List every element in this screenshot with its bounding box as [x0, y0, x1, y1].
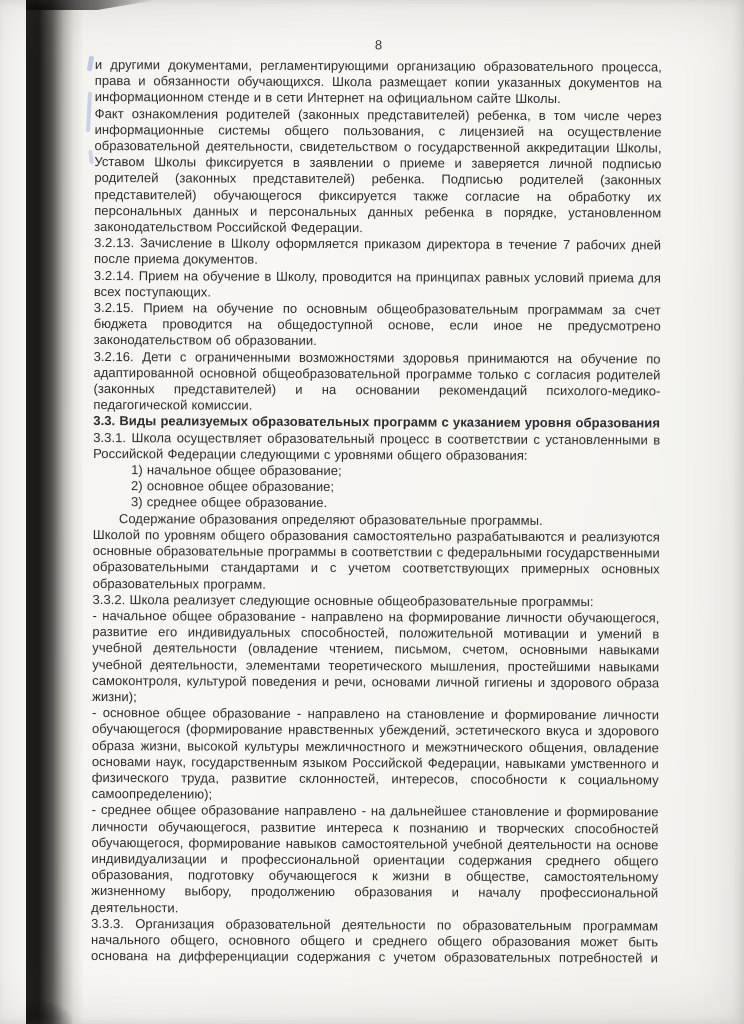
dash-item-basic-education: - основное общее образование - направлено на становление и формирование личности обучающегося (формирование нравственных убеждений, эстетического вкуса и здорового образа жизни, высокой культуры межличностного и межэтнического общения, овладение основами наук, государственным языком Российской Федерации, навыками умственного и физического труда, развитие склонностей, интересов, способности к социальному самоопределению);: [91, 705, 660, 802]
scan-outer-margin: [0, 0, 27, 1024]
pen-mark: [86, 92, 92, 132]
dash-item-secondary-education: - среднее общее образование направлено - на дальнейшее становление и формирование личности обучающегося, развитие интереса к познанию и творческих способностей обучающегося, формирование навыков самостоятельной учебной деятельности на основе индивидуализации и профессиональной ориентации содержания среднего общего образования, подготовку обучающегося к жизни в обществе, самостоятельному жизненному выбору, продолжению образования и началу профессиональной деятельности.: [91, 802, 659, 915]
page-number: 8: [374, 37, 383, 53]
section-heading-3-3: 3.3. Виды реализуемых образовательных программ с указанием уровня образования: [93, 413, 661, 431]
dash-item-primary-education: - начальное общее образование - направлено на формирование личности обучающегося, развитие его индивидуальных способностей, положительной мотивации и умений в учебной деятельности (овладение чтением, письмом, счетом, основными навыками учебной деятельности, элементами теоретического мышления, простейшими навыками самоконтроля, культурой поведения и речи, основами личной гигиены и здорового образа жизни);: [92, 607, 660, 705]
text-block: [91, 57, 662, 967]
clause-3-3-1: 3.3.1. Школа осуществляет образовательный процесс в соответствии с установленными в Российской Федерации следующими с уровнями общего образования:: [93, 429, 661, 463]
clause-3-2-15: 3.2.15. Прием на обучение по основным общеобразовательным программам за счет бюджета проводится на общедоступной основе, если иное не предусмотрено законодательством об образовании.: [93, 300, 661, 349]
pen-mark: [87, 56, 95, 72]
clause-3-3-2: 3.3.2. Школа реализует следующие основные общеобразовательные программы:: [92, 591, 594, 609]
clause-3-2-14: 3.2.14. Прием на обучение в Школу, проводится на принципах равных условий приема для всех поступающих.: [93, 267, 661, 300]
pen-mark: [88, 150, 93, 164]
clause-3-2-16: 3.2.16. Дети с ограниченными возможностями здоровья принимаются на обучение по адаптированной основной общеобразовательной программе только с согласия родителей (законных представителей) и на основании рекомендаций психолого-медико-педагогической комиссии.: [93, 348, 661, 413]
paragraph: и другими документами, регламентирующими организацию образовательного процесса, права и обязанности обучающихся. Школа размещает копии указанных документов на информационном стенде и в сети Интернет на официальном сайте Школы.: [94, 56, 662, 107]
paragraph: Содержание образования определяют образовательные программы.: [118, 510, 543, 528]
paragraph: Факт ознакомления родителей (законных представителей) ребенка, в том числе через информационные системы общего пользования, с лицензией на осуществление образовательной деятельности, свидетельством о государственной аккредитации Школы, Уставом Школы фиксируется в заявлении о приеме и заверяется личной подписью родителей (законных представителей) ребенка. Подписью родителей (законных представителей) обучающегося фиксируется также согласие на обработку их персональных данных и персональных данных ребенка в порядке, установленном законодательством Российской Федерации.: [94, 105, 662, 236]
scan-top-edge-shadow: [26, 0, 156, 10]
clause-3-2-13: 3.2.13. Зачисление в Школу оформляется приказом директора в течение 7 рабочих дней после приема документов.: [93, 235, 662, 268]
scan-bottom-edge-shadow: [26, 998, 72, 1024]
list-item: 2) основное общее образование;: [131, 478, 335, 495]
paragraph: Школой по уровням общего образования самостоятельно разрабатываются и реализуются основные образовательные программы в соответствии с федеральными государственными образовательными стандартами и с учетом соответствующих примерных основных образовательных программ.: [92, 526, 660, 592]
document-body: [91, 36, 662, 967]
clause-3-3-3: 3.3.3. Организация образовательной деятельности по образовательным программам начального общего, основного общего и среднего общего образования может быть основана на дифференциации содержания с учетом образовательных потребностей и: [90, 915, 659, 966]
list-item: 1) начальное общее образование;: [131, 462, 342, 479]
scan-binding-shadow: [26, 0, 84, 1024]
list-item: 3) среднее общее образование.: [130, 494, 328, 511]
